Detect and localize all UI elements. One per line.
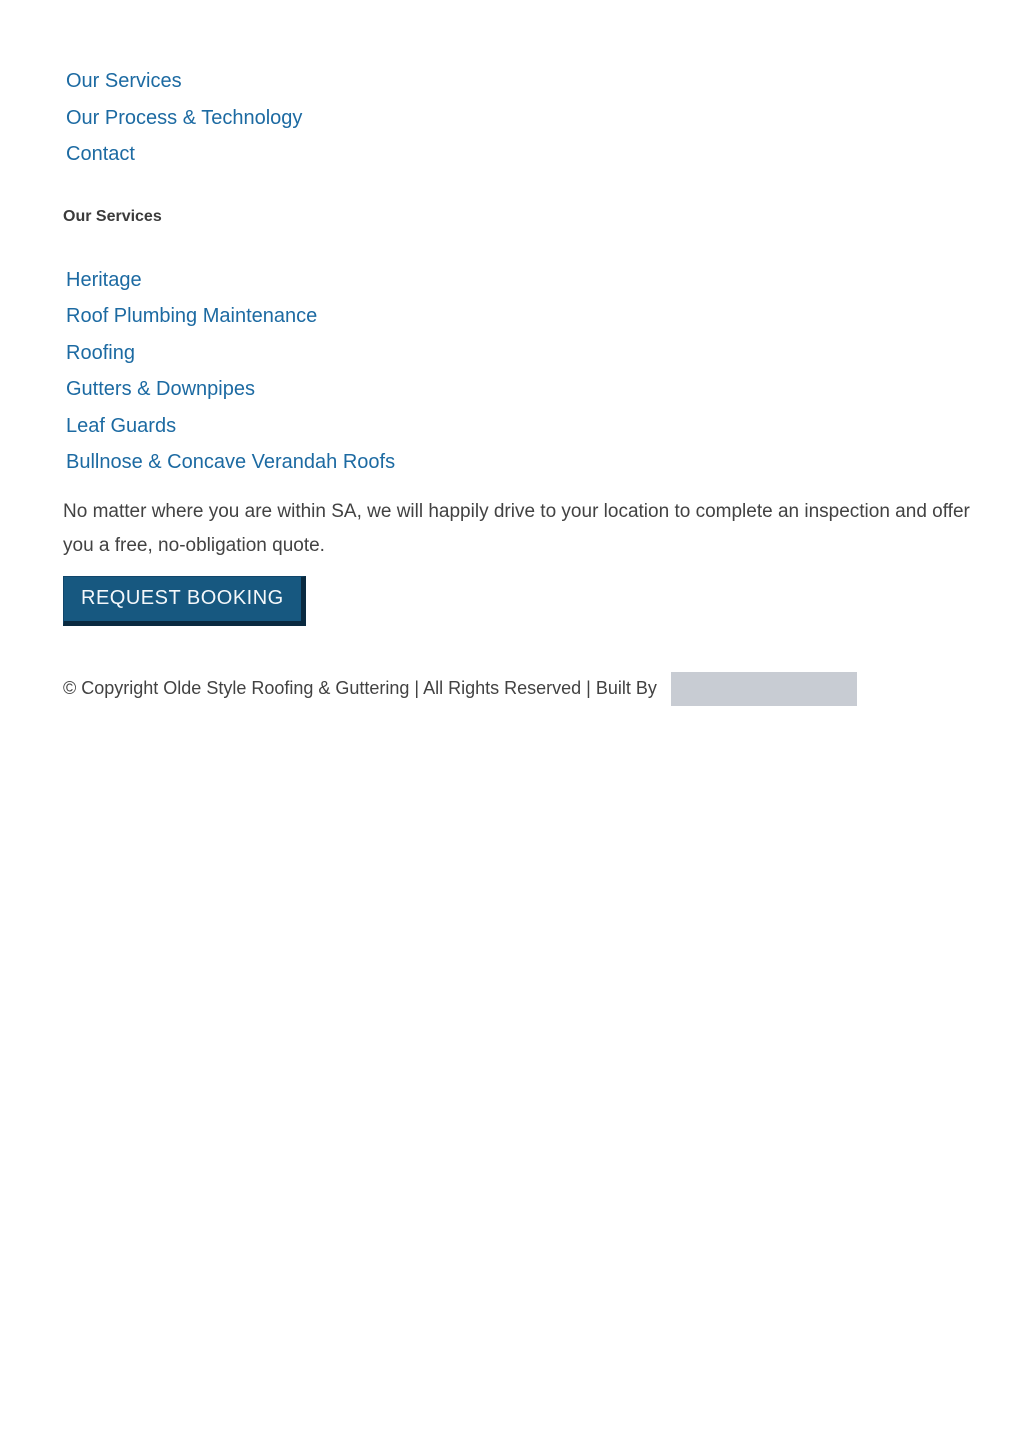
request-booking-button[interactable]: REQUEST BOOKING (63, 576, 306, 626)
nav-link-our-process-technology[interactable]: Our Process & Technology (66, 106, 303, 129)
service-link-gutters-downpipes[interactable]: Gutters & Downpipes (66, 378, 255, 400)
list-item (63, 64, 980, 101)
nav-link-our-services[interactable]: Our Services (66, 70, 182, 92)
list-item (63, 409, 980, 446)
services-widget-title: Our Services (63, 207, 162, 225)
list-item (63, 299, 980, 336)
list-item (63, 101, 980, 138)
builder-logo-placeholder[interactable] (671, 672, 857, 706)
footer-section (0, 0, 1024, 706)
cta-description: No matter where you are within SA, we will happily drive to your location to complete an inspection and offer you a free, no-obligation quote. (63, 500, 970, 556)
list-item (63, 263, 980, 300)
service-link-heritage[interactable]: Heritage (66, 268, 142, 291)
list-item (63, 445, 980, 482)
service-link-bullnose-concave-verandah-roofs[interactable]: Bullnose & Concave Verandah Roofs (66, 451, 396, 473)
list-item (63, 372, 980, 409)
footer-nav-list (63, 64, 980, 174)
service-link-roof-plumbing-maintenance[interactable]: Roof Plumbing Maintenance (66, 305, 318, 327)
list-item (63, 336, 980, 373)
footer-nav (63, 64, 980, 174)
services-list (63, 263, 980, 482)
service-link-roofing[interactable]: Roofing (66, 341, 135, 364)
nav-link-contact[interactable]: Contact (66, 143, 135, 165)
service-link-leaf-guards[interactable]: Leaf Guards (66, 414, 177, 437)
copyright-bar (63, 672, 980, 706)
copyright-text: © Copyright Olde Style Roofing & Guttering | All Rights Reserved | Built By (63, 678, 657, 698)
list-item (63, 137, 980, 174)
